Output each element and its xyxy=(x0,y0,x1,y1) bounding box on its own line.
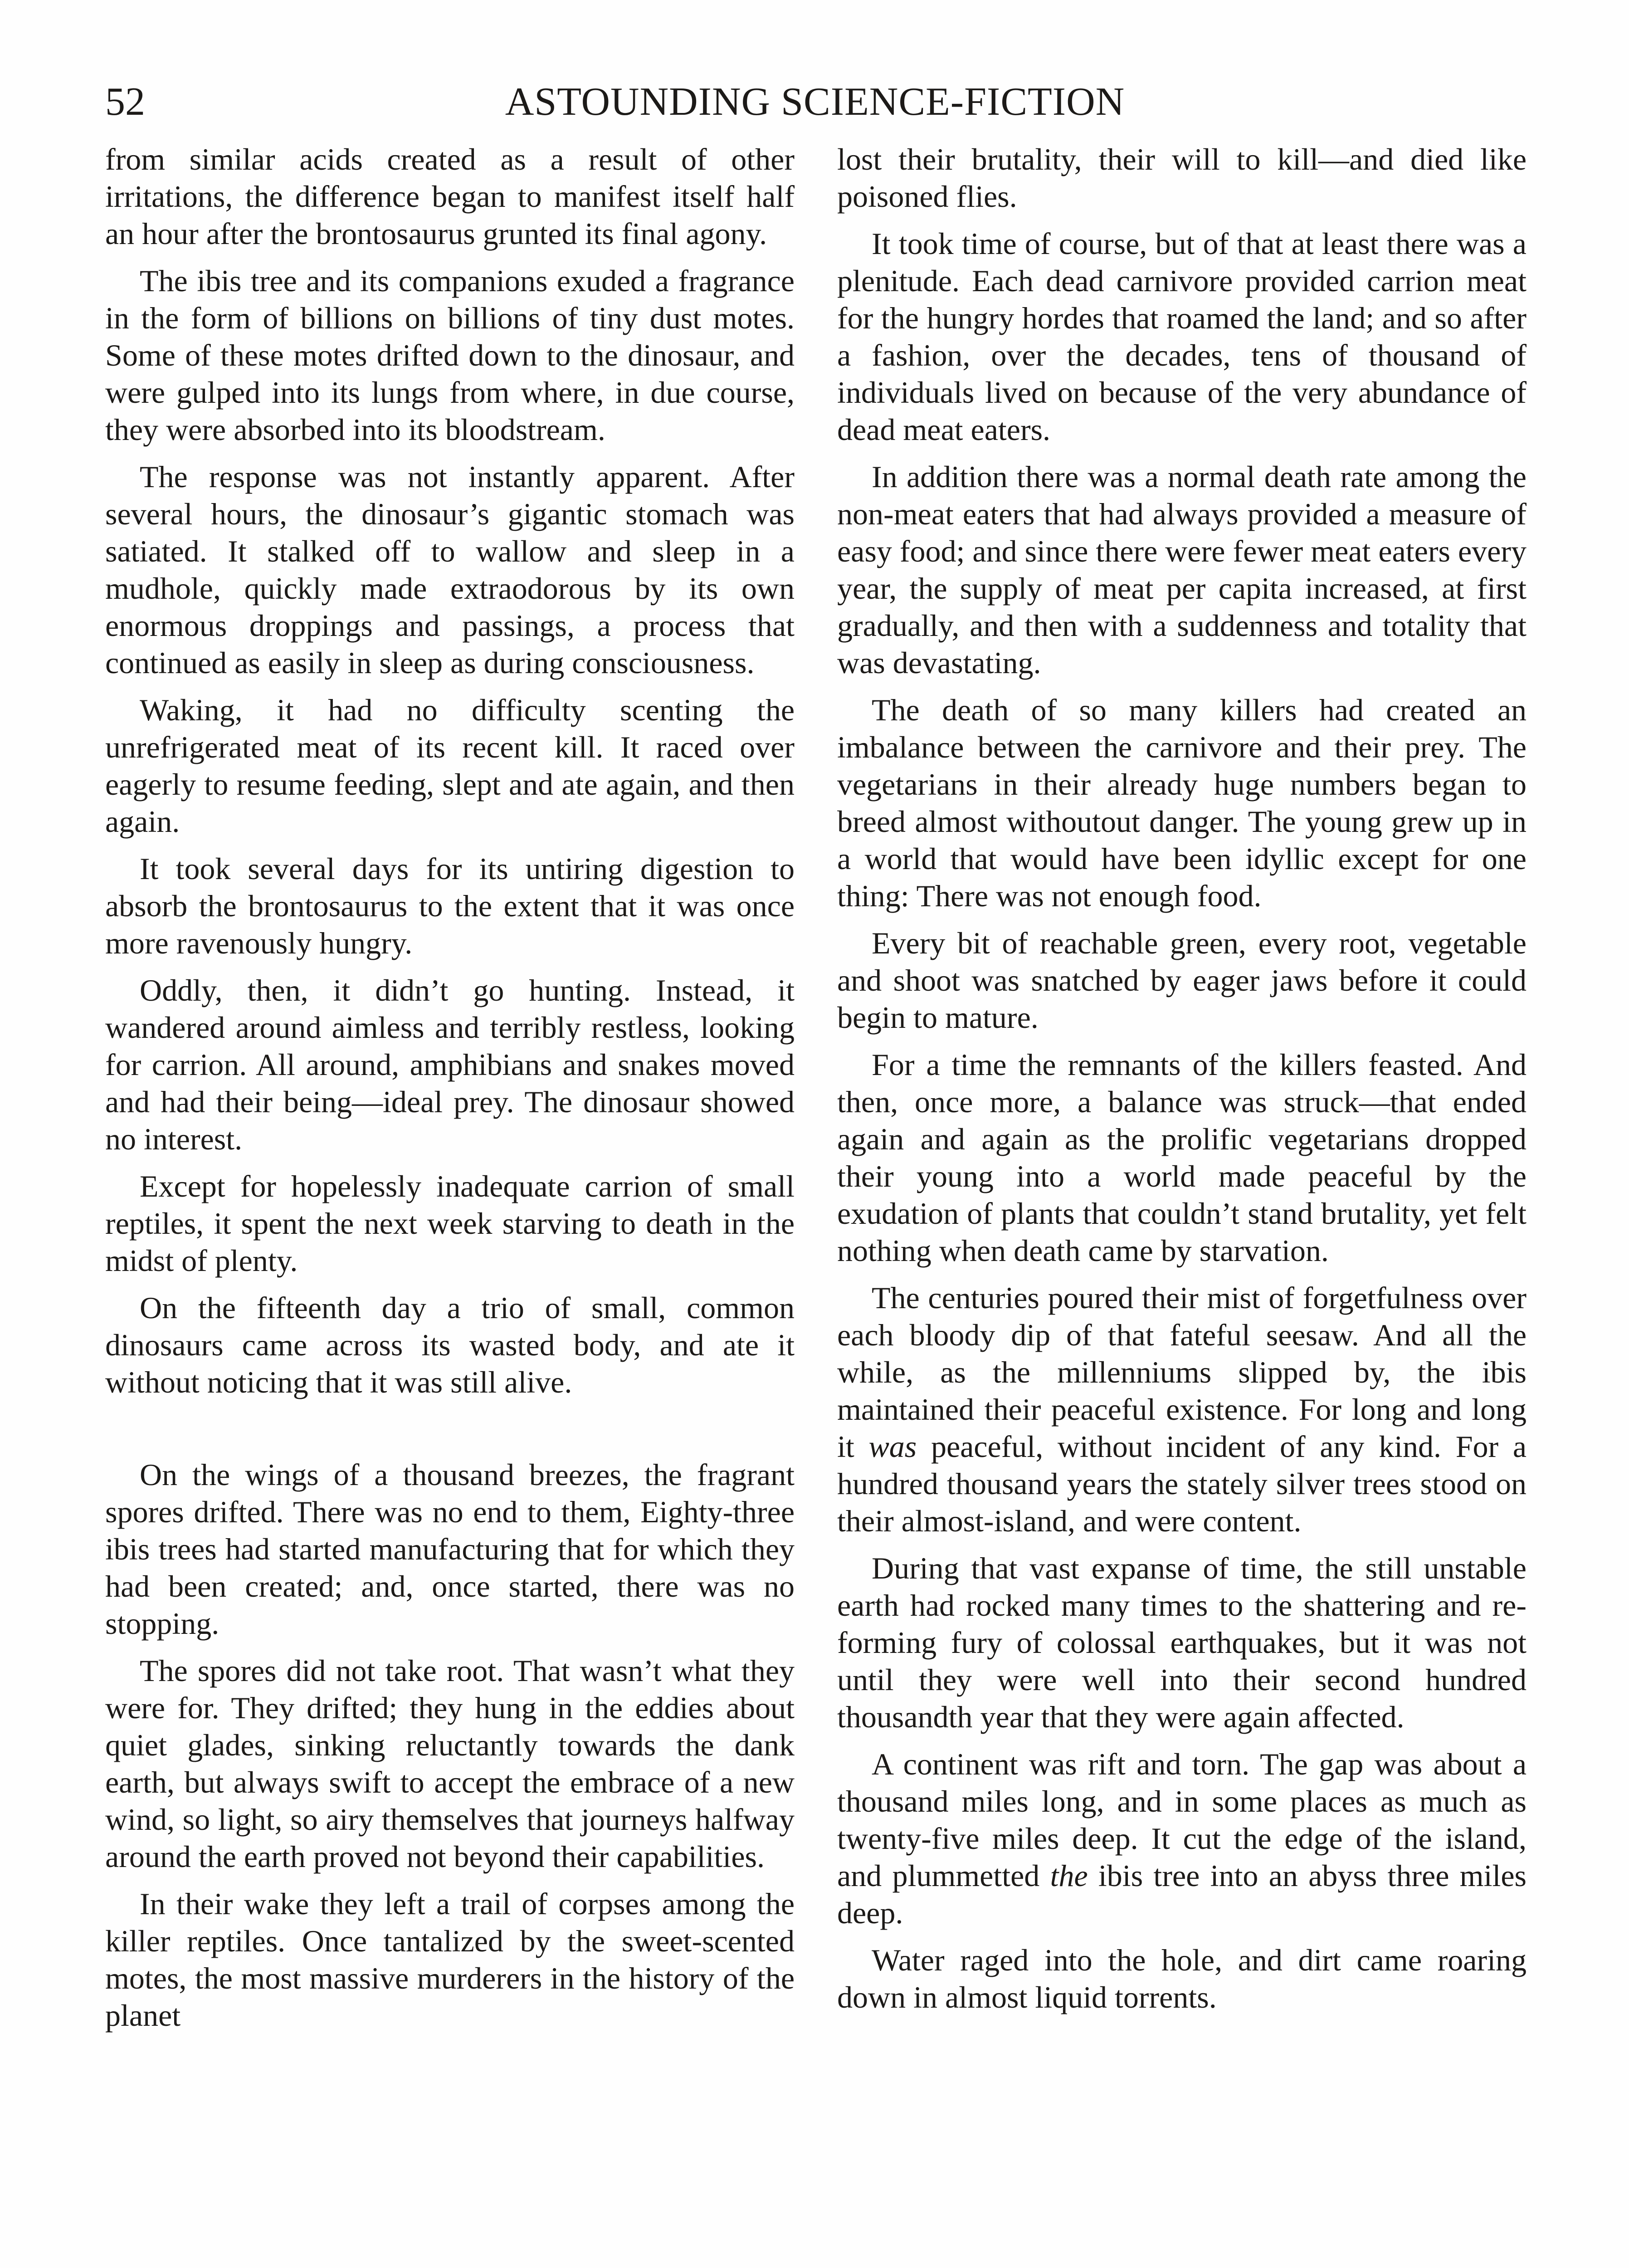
paragraph: The response was not instantly apparent. After several hours, the dinosaur’s gigantic stomach was satiated. It stalked off to wallow and sleep in a mudhole, quickly made extraodorous by its own enormous droppings and passings, a process that continued as easily in sleep as during consciousness. xyxy=(105,459,795,680)
paragraph: On the fifteenth day a trio of small, common dinosaurs came across its wasted body, and ate it without noticing that it was still alive. xyxy=(105,1290,795,1399)
paragraph: Oddly, then, it didn’t go hunting. Instead, it wandered around aimless and terribly restless, looking for carrion. All around, amphibians and snakes moved and had their being—ideal prey. The dinosaur showed no interest. xyxy=(105,973,795,1156)
left-column xyxy=(105,141,795,2044)
paragraph: It took time of course, but of that at least there was a plenitude. Each dead carnivore provided carrion meat for the hungry hordes that roamed the land; and so after a fashion, over the decades, tens of thousand of individuals lived on because of the very abundance of dead meat eaters. xyxy=(837,226,1527,447)
paragraph: The death of so many killers had created an imbalance between the carnivore and their prey. The vegetarians in their already huge numbers began to breed almost withoutout danger. The young grew up in a world that would have been idyllic except for one thing: There was not enough food. xyxy=(837,693,1527,913)
paragraph: Except for hopelessly inadequate carrion of small reptiles, it spent the next week starving to death in the midst of plenty. xyxy=(105,1169,795,1278)
paragraph: The ibis tree and its companions exuded a fragrance in the form of billions on billions of tiny dust motes. Some of these motes drifted down to the dinosaur, and were gulped into its lungs from where, in due course, they were absorbed into its bloodstream. xyxy=(105,264,795,447)
paragraph: Water raged into the hole, and dirt came roaring down in almost liquid torrents. xyxy=(837,1943,1527,2014)
paragraph: from similar acids created as a result of other irritations, the difference began to manifest itself half an hour after the brontosaurus grunted its final agony. xyxy=(105,142,795,251)
paragraph: In addition there was a normal death rate among the non-meat eaters that had always provided a measure of easy food; and since there were fewer meat eaters every year, the supply of meat per capita increased, at first gradually, and then with a suddenness and totality that was devastating. xyxy=(837,459,1527,680)
paragraph: For a time the remnants of the killers feasted. And then, once more, a balance was struck—that ended again and again as the prolific vegetarians dropped their young into a world made peaceful by the exudation of plants that couldn’t stand brutality, yet felt nothing when death came by starvation. xyxy=(837,1047,1527,1268)
paragraph: lost their brutality, their will to kill—and died like poisoned flies. xyxy=(837,142,1527,214)
text-run: ibis tree into an abyss three miles deep. xyxy=(837,1858,1527,1930)
page-number: 52 xyxy=(105,80,145,124)
italic-word: was xyxy=(868,1429,917,1464)
text-run: A continent was rift and torn. The gap was about a thousand miles long, and in some places as much as twenty-five miles deep. It cut the edge of the island, and plummetted xyxy=(837,1747,1527,1893)
text-run: peaceful, without incident of any kind. For a hundred thousand years the stately silver trees stood on their almost-island, and were content. xyxy=(837,1429,1527,1538)
paragraph xyxy=(837,1279,1527,1540)
italic-word: the xyxy=(1050,1858,1088,1893)
paragraph: Every bit of reachable green, every root, vegetable and shoot was snatched by eager jaws before it could begin to mature. xyxy=(837,926,1527,1035)
paragraph: Waking, it had no difficulty scenting the unrefrigerated meat of its recent kill. It raced over eagerly to resume feeding, slept and ate again, and then again. xyxy=(105,693,795,839)
paragraph: It took several days for its untiring digestion to absorb the brontosaurus to the extent that it was once more ravenously hungry. xyxy=(105,851,795,960)
text-run: The centuries poured their mist of forgetfulness over each bloody dip of that fateful seesaw. And all the while, as the millenniums slipped by, the ibis maintained their peaceful existence. For long and long it xyxy=(837,1281,1527,1464)
right-column xyxy=(837,141,1527,2026)
paragraph: The spores did not take root. That wasn’t what they were for. They drifted; they hung in the eddies about quiet glades, sinking reluctantly towards the dank earth, but always swift to accept the embrace of a new wind, so light, so airy themselves that journeys halfway around the earth proved not beyond their capabilities. xyxy=(105,1653,795,1874)
running-head xyxy=(105,77,1525,127)
paragraph xyxy=(837,1745,1527,1931)
magazine-title: ASTOUNDING SCIENCE-FICTION xyxy=(505,80,1125,124)
paragraph: In their wake they left a trail of corpses among the killer reptiles. Once tantalized by the sweet-scented motes, the most massive murderers in the history of the planet xyxy=(105,1887,795,2033)
paragraph: On the wings of a thousand breezes, the fragrant spores drifted. There was no end to them, Eighty-three ibis trees had started manufacturing that for which they had been created; and, once started, there was no stopping. xyxy=(105,1457,795,1641)
paragraph: During that vast expanse of time, the still unstable earth had rocked many times to the shattering and re-forming fury of colossal earthquakes, but it was not until they were well into their second hundred thousandth year that they were again affected. xyxy=(837,1551,1527,1734)
